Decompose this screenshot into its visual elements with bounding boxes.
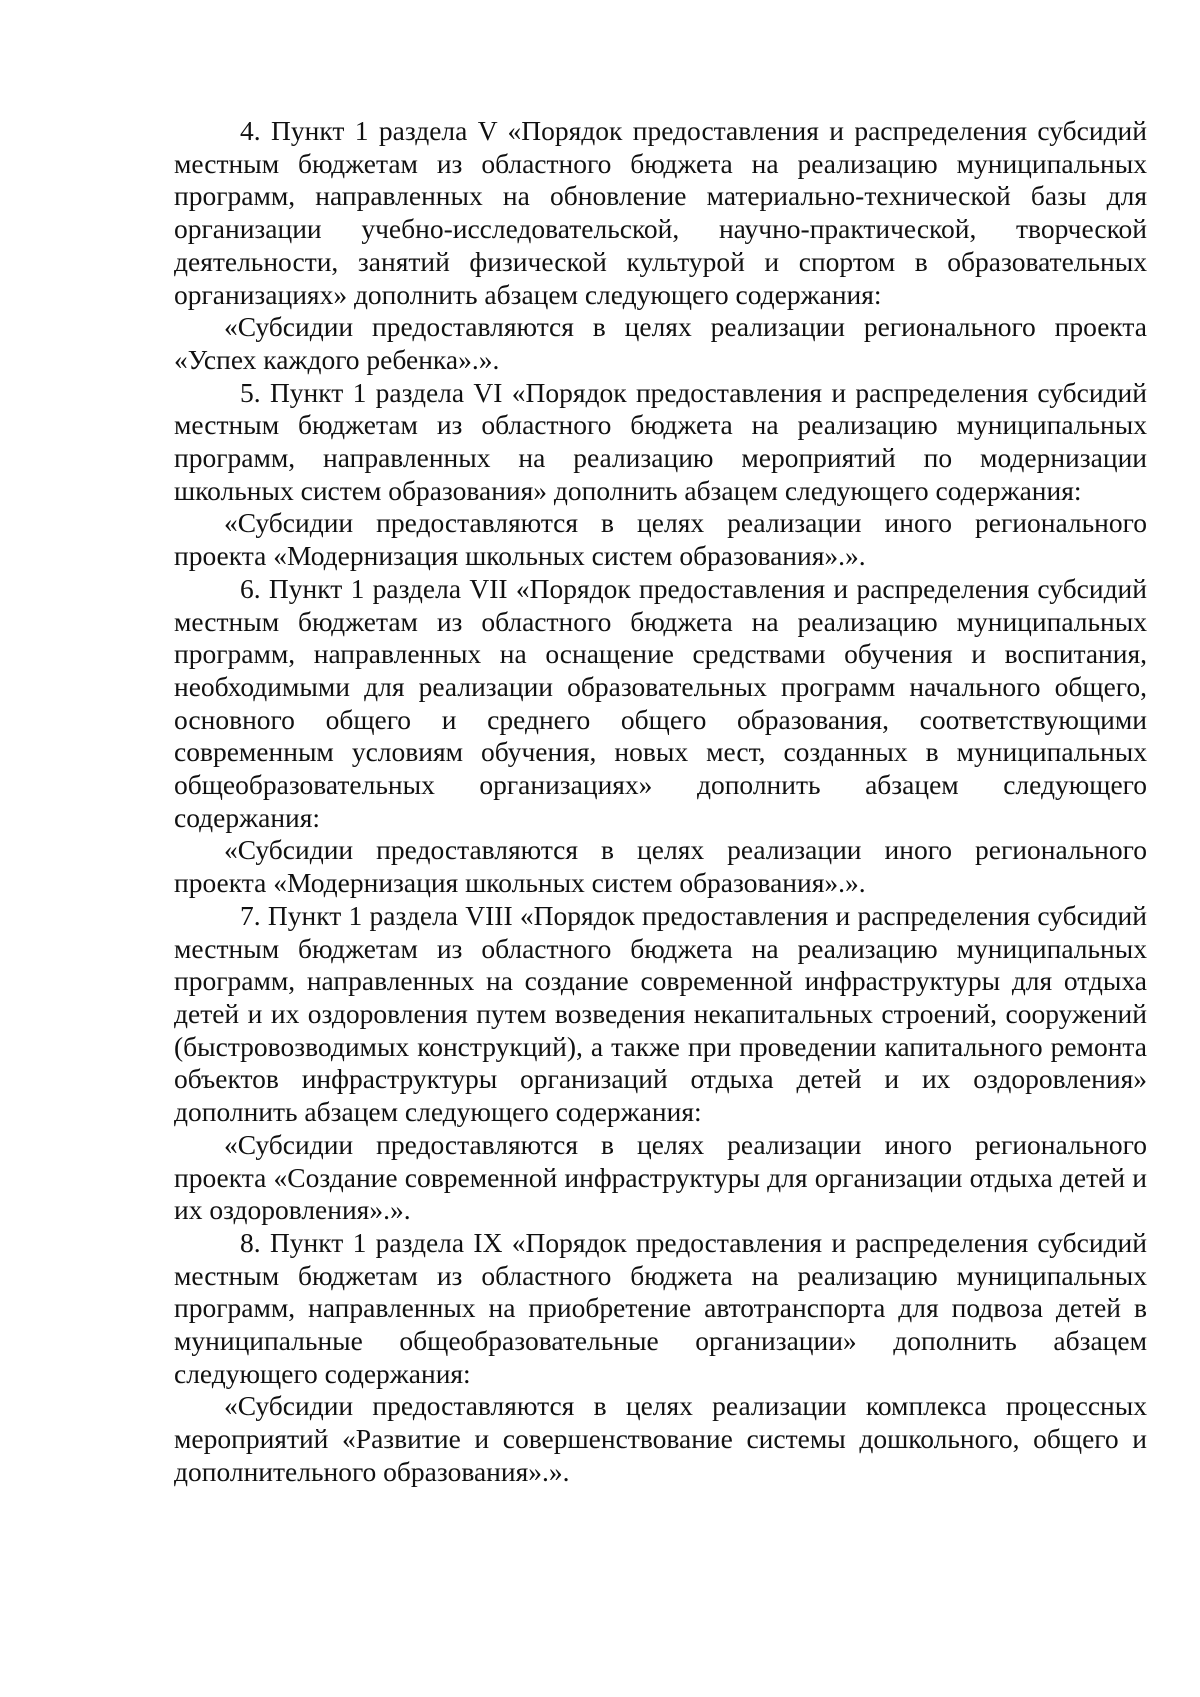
paragraph-item-4: 4. Пункт 1 раздела V «Порядок предоставления и распределения субсидий местным бюджетам из областного бюджета на реализацию муниципальных программ, направленных на обновление материально-технической базы для организации учебно-исследовательской, научно-практической, творческой деятельности, занятий физической культурой и спортом в образовательных организациях» дополнить абзацем следующего содержания: — [174, 115, 1147, 310]
paragraph-item-6: 6. Пункт 1 раздела VII «Порядок предоставления и распределения субсидий местным бюджетам из областного бюджета на реализацию муниципальных программ, направленных на оснащение средствами обучения и воспитания, необходимыми для реализации образовательных программ начального общего, основного общего и среднего общего образования, соответствующими современным условиям обучения, новых мест, созданных в муниципальных общеобразовательных организациях» дополнить абзацем следующего содержания: — [174, 572, 1147, 833]
paragraph-quote-6: «Субсидии предоставляются в целях реализации иного регионального проекта «Модернизация школьных систем образования».». — [174, 834, 1147, 899]
paragraph-item-7: 7. Пункт 1 раздела VIII «Порядок предоставления и распределения субсидий местным бюджетам из областного бюджета на реализацию муниципальных программ, направленных на создание современной инфраструктуры для отдыха детей и их оздоровления путем возведения некапитальных строений, сооружений (быстровозводимых конструкций), а также при проведении капитального ремонта объектов инфраструктуры организаций отдыха детей и их оздоровления» дополнить абзацем следующего содержания: — [174, 899, 1147, 1128]
paragraph-quote-5: «Субсидии предоставляются в целях реализации иного регионального проекта «Модернизация школьных систем образования».». — [174, 507, 1147, 572]
paragraph-quote-7: «Субсидии предоставляются в целях реализации иного регионального проекта «Создание современной инфраструктуры для организации отдыха детей и их оздоровления».». — [174, 1128, 1147, 1226]
paragraph-item-5: 5. Пункт 1 раздела VI «Порядок предоставления и распределения субсидий местным бюджетам из областного бюджета на реализацию муниципальных программ, направленных на реализацию мероприятий по модернизации школьных систем образования» дополнить абзацем следующего содержания: — [174, 376, 1147, 506]
paragraph-quote-4: «Субсидии предоставляются в целях реализации регионального проекта «Успех каждого ребенка».». — [174, 311, 1147, 375]
document-page — [174, 115, 1147, 1489]
paragraph-quote-8: «Субсидии предоставляются в целях реализации комплекса процессных мероприятий «Развитие и совершенствование системы дошкольного, общего и дополнительного образования».». — [174, 1390, 1147, 1487]
paragraph-item-8: 8. Пункт 1 раздела IX «Порядок предоставления и распределения субсидий местным бюджетам из областного бюджета на реализацию муниципальных программ, направленных на приобретение автотранспорта для подвоза детей в муниципальные общеобразовательные организации» дополнить абзацем следующего содержания: — [174, 1226, 1147, 1389]
